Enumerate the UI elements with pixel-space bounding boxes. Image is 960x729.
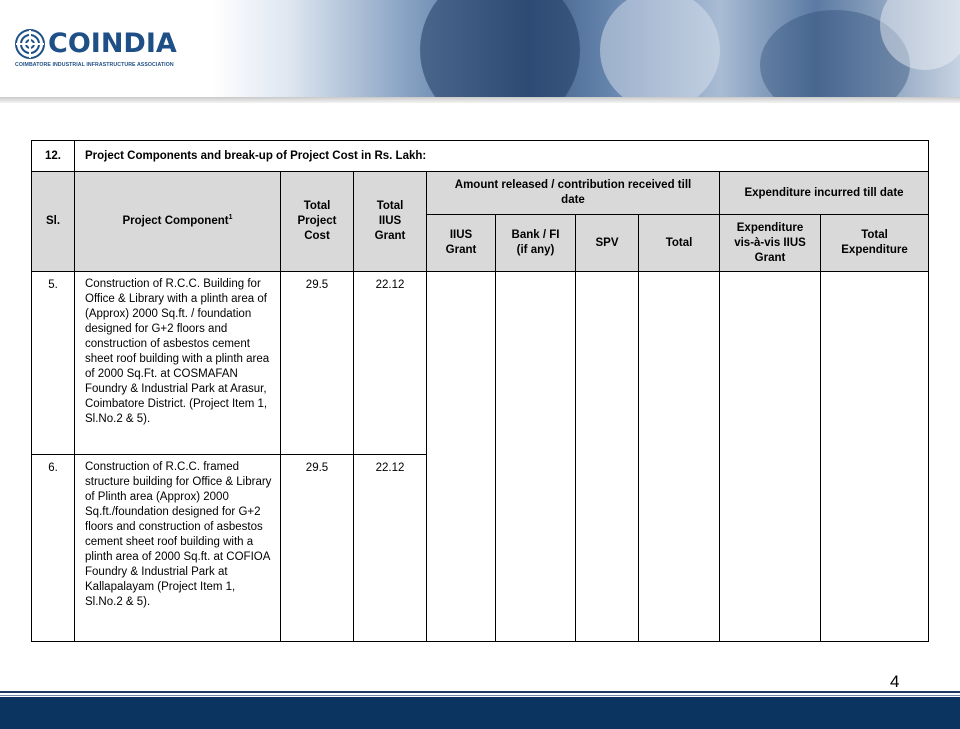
banner-photo-shape [600, 0, 720, 97]
footnote-marker: 1 [228, 214, 233, 222]
row-total-expenditure-cell [821, 272, 929, 642]
coindia-logo [14, 26, 177, 72]
row-sl: 5. [32, 272, 75, 455]
item-number: 12. [32, 141, 75, 172]
banner-photo-shape [420, 0, 580, 97]
header-spv: SPV [576, 215, 639, 272]
logo-brand-text: COINDIA [48, 28, 177, 59]
header-project-component [75, 172, 281, 272]
footer-rule-thin [0, 695, 960, 696]
row-total-cost: 29.5 [281, 455, 354, 642]
row-sl: 6. [32, 455, 75, 642]
header-total-project-cost: Total Project Cost [281, 172, 354, 272]
logo-tagline: COIMBATORE INDUSTRIAL INFRASTRUCTURE ASSOCIATION [15, 62, 174, 68]
row-total-cell [639, 272, 720, 642]
header-sl: Sl. [32, 172, 75, 272]
header-total-iius-grant: Total IIUS Grant [354, 172, 427, 272]
page-number: 4 [890, 672, 900, 691]
header-bank-fi: Bank / FI (if any) [496, 215, 576, 272]
table-row [32, 272, 929, 455]
row-iius-grant-cell [427, 272, 496, 642]
row-component: Construction of R.C.C. Building for Office & Library with a plinth area of (Approx) 2000 Sq.ft. / foundation designed for G+2 floors and construction of asbestos cement sheet roof building with a plinth area of 2000 Sq.Ft. at COSMAFAN Foundry & Industrial Park at Arasur, Coimbatore District. (Project Item 1, Sl.No.2 & 5). [75, 272, 281, 455]
row-total-cost: 29.5 [281, 272, 354, 455]
item-title: Project Components and break-up of Project Cost in Rs. Lakh: [75, 141, 929, 172]
banner-divider [0, 97, 960, 103]
row-total-grant: 22.12 [354, 272, 427, 455]
footer-rule [0, 691, 960, 693]
row-bank-fi-cell [496, 272, 576, 642]
header-iius-grant: IIUS Grant [427, 215, 496, 272]
row-component: Construction of R.C.C. framed structure building for Office & Library of Plinth area (Approx) 2000 Sq.ft./foundation designed for G+2 floors and construction of asbestos cement sheet roof building with a plinth area of 2000 Sq.ft. at COFIOA Foundry & Industrial Park at Kallapalayam (Project Item 1, Sl.No.2 & 5). [75, 455, 281, 642]
project-cost-table [31, 140, 929, 642]
header-total-expenditure: Total Expenditure [821, 215, 929, 272]
header-amount-released: Amount released / contribution received till date [427, 172, 720, 215]
header-row-1 [32, 172, 929, 215]
header-total: Total [639, 215, 720, 272]
header-expenditure-vis-a-vis: Expenditure vis-à-vis IIUS Grant [720, 215, 821, 272]
row-total-grant: 22.12 [354, 455, 427, 642]
row-spv-cell [576, 272, 639, 642]
header-expenditure-incurred: Expenditure incurred till date [720, 172, 929, 215]
footer-bar [0, 697, 960, 729]
item-title-row [32, 141, 929, 172]
row-exp-vis-a-vis-cell [720, 272, 821, 642]
logo-globe-icon [14, 28, 46, 60]
header-project-component-text: Project Component [122, 215, 229, 227]
